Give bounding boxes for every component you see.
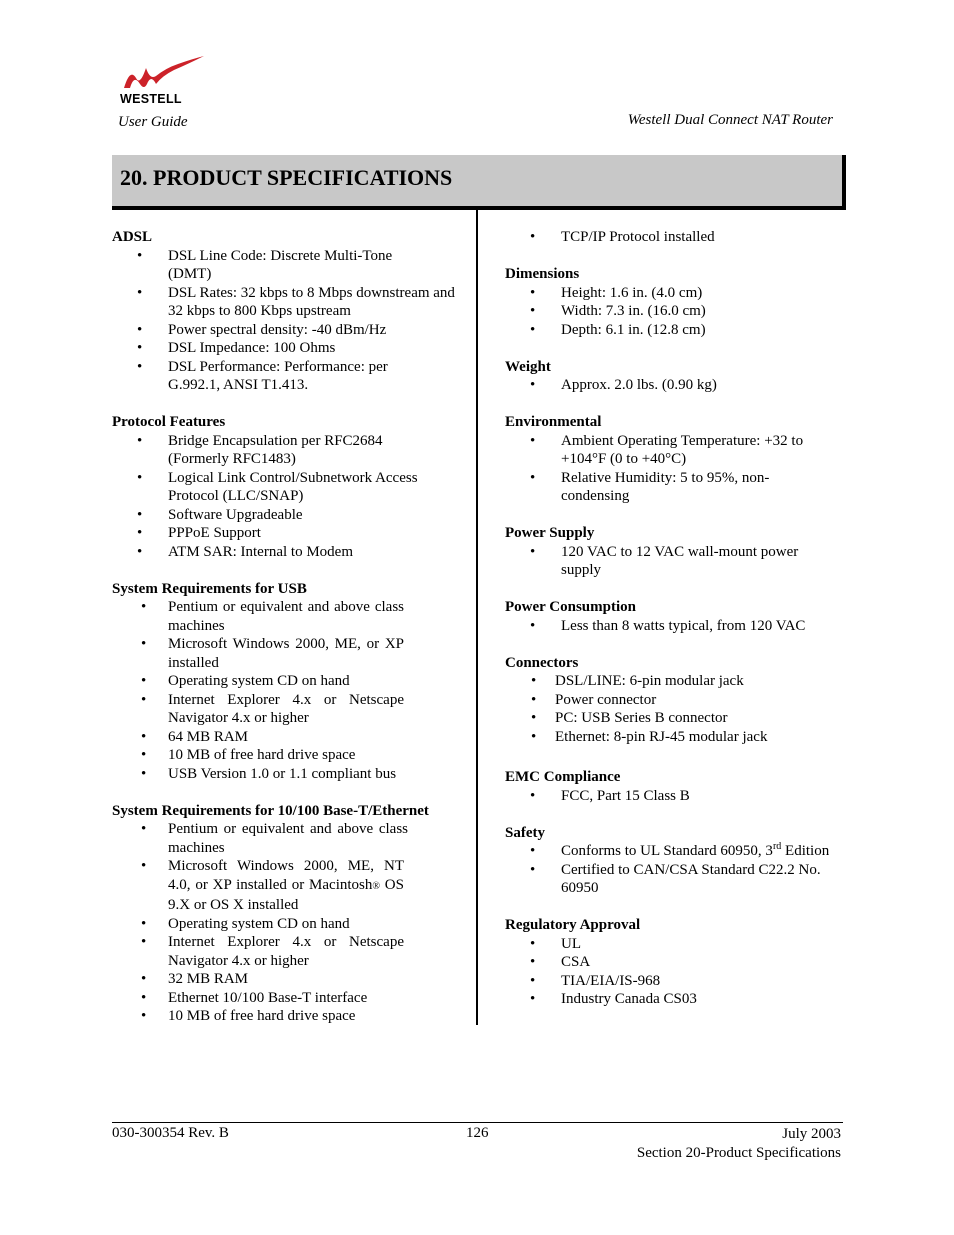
list-item: • Height: 1.6 in. (4.0 cm) bbox=[505, 284, 850, 303]
list-item: • Power connector bbox=[505, 691, 850, 710]
list-item: • PPPoE Support bbox=[112, 524, 462, 543]
list-item: • Relative Humidity: 5 to 95%, non-condensing bbox=[505, 469, 801, 506]
section-dimensions bbox=[505, 265, 850, 339]
list-item: • Ambient Operating Temperature: +32 to +104°F (0 to +40°C) bbox=[505, 432, 826, 469]
list-item: • Depth: 6.1 in. (12.8 cm) bbox=[505, 321, 850, 340]
section-title: Weight bbox=[505, 358, 551, 375]
list-item: • 32 MB RAM bbox=[112, 970, 404, 989]
section-title: ADSL bbox=[112, 229, 153, 245]
list-item-text: OS 9.X or OS X installed bbox=[168, 876, 404, 913]
list-item: • DSL Rates: 32 kbps to 8 Mbps downstream and 32 kbps to 800 Kbps upstream bbox=[112, 284, 458, 321]
list-item: • TIA/EIA/IS-968 bbox=[505, 972, 850, 991]
list-item: • Less than 8 watts typical, from 120 VAC bbox=[505, 617, 850, 636]
list-item: • PC: USB Series B connector bbox=[505, 709, 850, 728]
registered-mark: ® bbox=[372, 880, 380, 892]
section-title: System Requirements for 10/100 Base-T/Ethernet bbox=[112, 802, 429, 819]
section-title: Power Supply bbox=[505, 525, 595, 541]
page-title: 20. PRODUCT SPECIFICATIONS bbox=[120, 165, 453, 190]
footer-date: July 2003 bbox=[782, 1126, 841, 1142]
section-protocol-features bbox=[112, 413, 462, 561]
list-item: • Internet Explorer 4.x or Netscape Navigator 4.x or higher bbox=[112, 691, 404, 728]
list-item: • DSL Line Code: Discrete Multi-Tone (DMT) bbox=[112, 247, 404, 284]
section-usb-requirements bbox=[112, 580, 462, 784]
header-doc-type: User Guide bbox=[118, 114, 188, 130]
section-weight bbox=[505, 358, 850, 395]
ordinal-suffix: rd bbox=[772, 841, 782, 852]
header-product-name: Westell Dual Connect NAT Router bbox=[627, 112, 833, 128]
list-item: • Ethernet: 8-pin RJ-45 modular jack bbox=[505, 728, 850, 747]
list-item: • Power spectral density: -40 dBm/Hz bbox=[112, 321, 404, 340]
list-item: • Microsoft Windows 2000, ME, or XP installed bbox=[112, 635, 404, 672]
list-item: • USB Version 1.0 or 1.1 compliant bus bbox=[112, 765, 404, 784]
list-item: • Logical Link Control/Subnetwork Access Protocol (LLC/SNAP) bbox=[112, 469, 438, 506]
list-item: • 120 VAC to 12 VAC wall-mount power supply bbox=[505, 543, 831, 580]
section-emc-compliance bbox=[505, 768, 850, 805]
section-banner bbox=[112, 155, 846, 210]
section-power-supply bbox=[505, 524, 850, 580]
page-number: 126 bbox=[466, 1125, 489, 1141]
section-title: Regulatory Approval bbox=[505, 917, 641, 933]
list-item-text: Edition bbox=[781, 843, 830, 859]
section-safety bbox=[505, 824, 850, 898]
section-title: Protocol Features bbox=[112, 414, 226, 430]
westell-swoosh-icon bbox=[118, 54, 208, 94]
column-divider bbox=[476, 210, 478, 1025]
list-item: • Approx. 2.0 lbs. (0.90 kg) bbox=[505, 376, 850, 395]
list-item: • FCC, Part 15 Class B bbox=[505, 787, 850, 806]
list-item: • TCP/IP Protocol installed bbox=[505, 228, 850, 247]
section-title: Environmental bbox=[505, 414, 602, 430]
right-column bbox=[505, 228, 850, 1027]
footer-doc-number: 030-300354 Rev. B bbox=[112, 1125, 229, 1141]
list-item: • Width: 7.3 in. (16.0 cm) bbox=[505, 302, 850, 321]
section-connectors bbox=[505, 654, 850, 747]
list-item-text: Microsoft Windows 2000, ME, NT 4.0, or XP installed or Macintosh bbox=[168, 858, 404, 893]
list-item: • ATM SAR: Internal to Modem bbox=[112, 543, 462, 562]
section-environmental bbox=[505, 413, 850, 506]
list-item: • 10 MB of free hard drive space bbox=[112, 1007, 404, 1026]
list-item: • DSL Impedance: 100 Ohms bbox=[112, 339, 404, 358]
list-item: • DSL Performance: Performance: per G.992.1, ANSI T1.413. bbox=[112, 358, 408, 395]
list-item: • DSL/LINE: 6-pin modular jack bbox=[505, 672, 850, 691]
list-item: • CSA bbox=[505, 953, 850, 972]
list-item: • Software Upgradeable bbox=[112, 506, 462, 525]
footer-rule bbox=[112, 1122, 843, 1123]
list-item: • Bridge Encapsulation per RFC2684 (Formerly RFC1483) bbox=[112, 432, 408, 469]
section-adsl bbox=[112, 228, 462, 395]
list-item: • Operating system CD on hand bbox=[112, 672, 404, 691]
section-continued bbox=[505, 228, 850, 247]
list-item bbox=[505, 842, 850, 861]
westell-logo bbox=[118, 54, 208, 106]
list-item: • 10 MB of free hard drive space bbox=[112, 746, 404, 765]
logo-wordmark: WESTELL bbox=[120, 92, 182, 106]
left-column bbox=[112, 228, 462, 1044]
section-title: Safety bbox=[505, 824, 545, 841]
section-title: Connectors bbox=[505, 654, 579, 671]
section-title: Dimensions bbox=[505, 266, 580, 282]
section-power-consumption bbox=[505, 598, 850, 635]
section-title: Power Consumption bbox=[505, 599, 636, 615]
list-item: • Ethernet 10/100 Base-T interface bbox=[112, 989, 404, 1008]
section-title: System Requirements for USB bbox=[112, 580, 307, 597]
list-item: • Certified to CAN/CSA Standard C22.2 No. 60950 bbox=[505, 861, 841, 898]
list-item: • Operating system CD on hand bbox=[112, 915, 404, 934]
list-item bbox=[112, 857, 404, 915]
list-item: • Pentium or equivalent and above class machines bbox=[112, 598, 404, 635]
list-item-text: Conforms to UL Standard 60950, 3 bbox=[561, 843, 773, 859]
footer-right bbox=[637, 1125, 841, 1162]
footer-section: Section 20-Product Specifications bbox=[636, 1144, 841, 1161]
list-item: • Industry Canada CS03 bbox=[505, 990, 850, 1009]
list-item: • UL bbox=[505, 935, 850, 954]
list-item: • 64 MB RAM bbox=[112, 728, 404, 747]
list-item: • Internet Explorer 4.x or Netscape Navigator 4.x or higher bbox=[112, 933, 404, 970]
section-ethernet-requirements bbox=[112, 802, 462, 1026]
section-regulatory-approval bbox=[505, 916, 850, 1009]
list-item: • Pentium or equivalent and above class machines bbox=[112, 820, 408, 857]
section-title: EMC Compliance bbox=[505, 769, 621, 785]
